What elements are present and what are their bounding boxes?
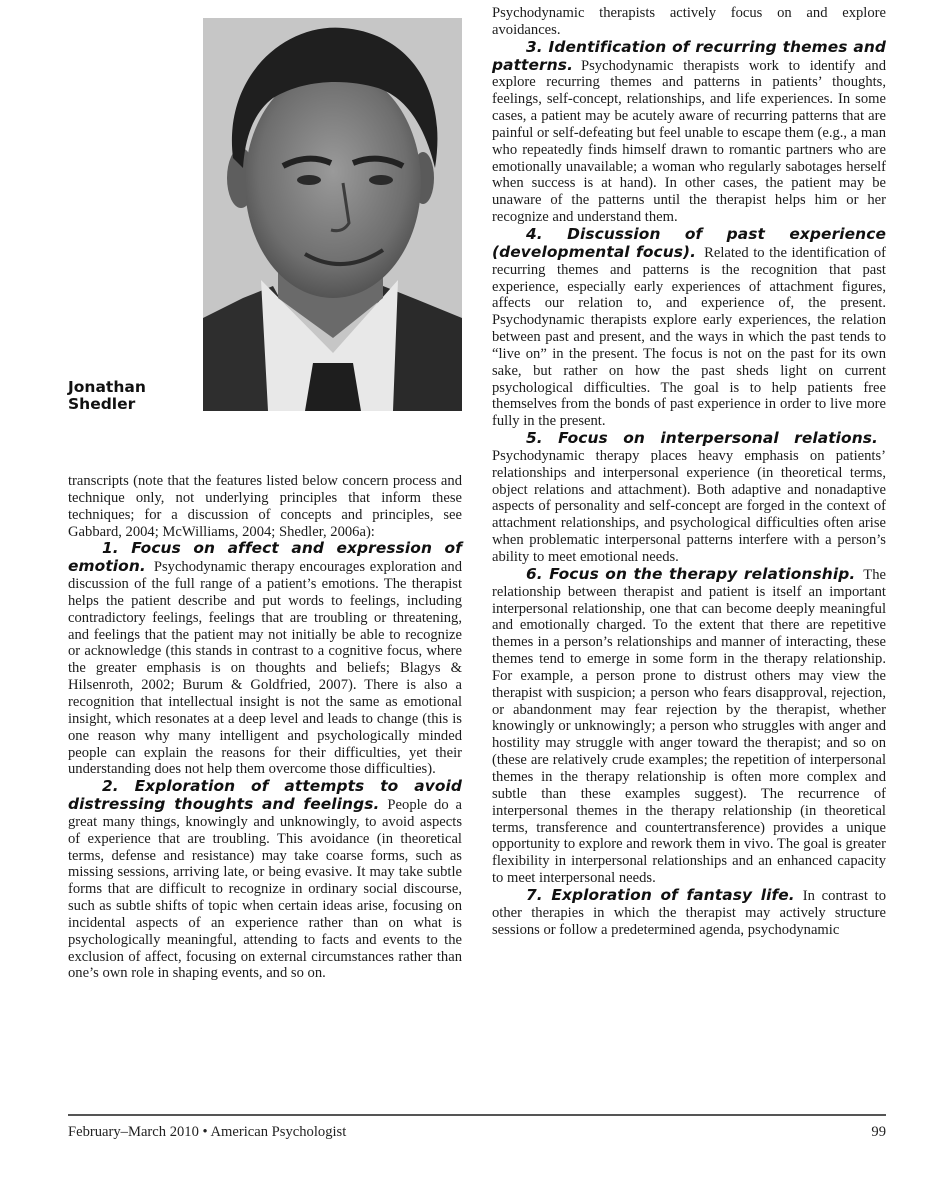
list-item: [68, 540, 462, 778]
list-item: [492, 226, 886, 430]
list-item: [492, 430, 886, 566]
right-text-column: [492, 5, 886, 938]
footer-divider: [68, 1114, 886, 1116]
item-heading: 2. Exploration of attempts to avoid distressing thoughts and feelings.: [68, 777, 462, 814]
item-body: Related to the identification of recurring themes and patterns is the recognition that past experience, especially early experiences of attachment figures, affects our relation to, and experience of, the present. Psychodynamic therapists explore early experiences, the relation between past and present, and the ways in which the past tends to “live on” in the present. The focus is not on the past for its own sake, but rather on how the past sheds light on current psychological difficulties. The goal is to help patients free themselves from the bonds of past experience in order to live more fully in the present.: [492, 244, 886, 430]
list-item: [492, 39, 886, 226]
author-portrait-photo: [203, 18, 462, 411]
item-body: Psychodynamic therapy encourages exploration and discussion of the full range of a patient’s emotions. The therapist helps the patient describe and put words to feelings, including contradictory feelings, feelings that are troubling or threatening, and feelings that the patient may not initially be able to recognize or acknowledge (this stands in contrast to a cognitive focus, where the greater emphasis is on thoughts and beliefs; Blagys & Hilsenroth, 2002; Burum & Goldfried, 2007). There is also a recognition that intellectual insight is not the same as emotional insight, which resonates at a deep level and leads to change (this is one reason why many intelligent and psychologically minded people can explain the reasons for their difficulties, yet their understanding does not help them overcome those difficulties).: [68, 559, 462, 778]
item-body: The relationship between therapist and patient is itself an important interpersonal relationship, one that can become deeply meaningful and emotionally charged. To the extent that there are repetitive themes in a person’s relationships and manner of interacting, these themes tend to emerge in some form in the therapy relationship. For example, a person prone to distrust others may view the therapist with suspicion; a person who fears disapproval, rejection, or abandonment may fear rejection by the therapist, whether knowingly or unknowingly; a person who struggles with anger and hostility may struggle with anger toward the therapist; and so on (these are relatively crude examples; the repetition of interpersonal themes in the therapy relationship is often more complex and subtle than these examples suggest). The recurrence of interpersonal themes in the therapy relationship (in theoretical terms, transference and countertransference) provides a unique opportunity to explore and rework them in vivo. The goal is greater flexibility in interpersonal relationships and an enhanced capacity to meet interpersonal needs.: [492, 566, 886, 887]
page-number: 99: [871, 1124, 886, 1140]
left-text-column: [68, 473, 462, 982]
item-heading: 1. Focus on affect and expression of emotion.: [68, 539, 462, 576]
item-heading: 3. Identification of recurring themes and patterns.: [492, 37, 886, 74]
item-body: Psychodynamic therapists work to identify and explore recurring themes and patterns in patients’ thoughts, feelings, self-concept, relationships, and life experiences. In some cases, a patient may be acutely aware of recurring patterns that are painful or self-defeating but feel unable to escape them (e.g., a man who repeatedly finds himself drawn to romantic partners who are emotionally unavailable; a woman who regularly sabotages herself when success is at hand). In other cases, the patient may be unaware of the patterns until the therapist helps him or her recognize and understand them.: [492, 57, 886, 226]
list-item: [68, 778, 462, 982]
author-first-name: Jonathan: [68, 378, 146, 396]
intro-paragraph: transcripts (note that the features listed below concern process and technique only, not underlying principles that inform these techniques; for a discussion of concepts and principles, see Gabbard, 2004; McWilliams, 2004; Shedler, 2006a):: [68, 473, 462, 540]
continuation-paragraph: Psychodynamic therapists actively focus on and explore avoidances.: [492, 5, 886, 38]
item-heading: 5. Focus on interpersonal relations.: [526, 429, 878, 448]
list-item: [492, 887, 886, 939]
footer-issue-info: February–March 2010 • American Psychologist: [68, 1124, 347, 1140]
item-heading: 6. Focus on the therapy relationship.: [526, 564, 856, 583]
item-heading: 4. Discussion of past experience (developmental focus).: [492, 224, 886, 261]
item-body: In contrast to other therapies in which the therapist may actively structure sessions or follow a predetermined agenda, psychodynamic: [492, 887, 886, 938]
item-body: People do a great many things, knowingly and unknowingly, to avoid aspects of experience that are troubling. This avoidance (in theoretical terms, defense and resistance) may take coarse forms, such as missing sessions, arriving late, or being evasive. It may take subtle forms that are difficult to recognize in ordinary social discourse, such as subtle shifts of topic when certain ideas arise, focusing on incidental aspects of an experience rather than on what is psychologically meaningful, attending to facts and events to the exclusion of affect, focusing on external circumstances rather than one’s own role in shaping events, and so on.: [68, 797, 462, 982]
author-name: [68, 379, 146, 413]
item-body: Psychodynamic therapy places heavy emphasis on patients’ relationships and interpersonal experience (in theoretical terms, object relations and attachment). Both adaptive and nonadaptive aspects of personality and self-concept are forged in the context of attachment relationships, and psychological difficulties often arise when problematic interpersonal patterns interfere with a person’s ability to meet emotional needs.: [492, 447, 886, 565]
item-heading: 7. Exploration of fantasy life.: [526, 885, 795, 904]
author-last-name: Shedler: [68, 395, 136, 413]
list-item: [492, 566, 886, 887]
portrait-illustration: [203, 18, 462, 411]
